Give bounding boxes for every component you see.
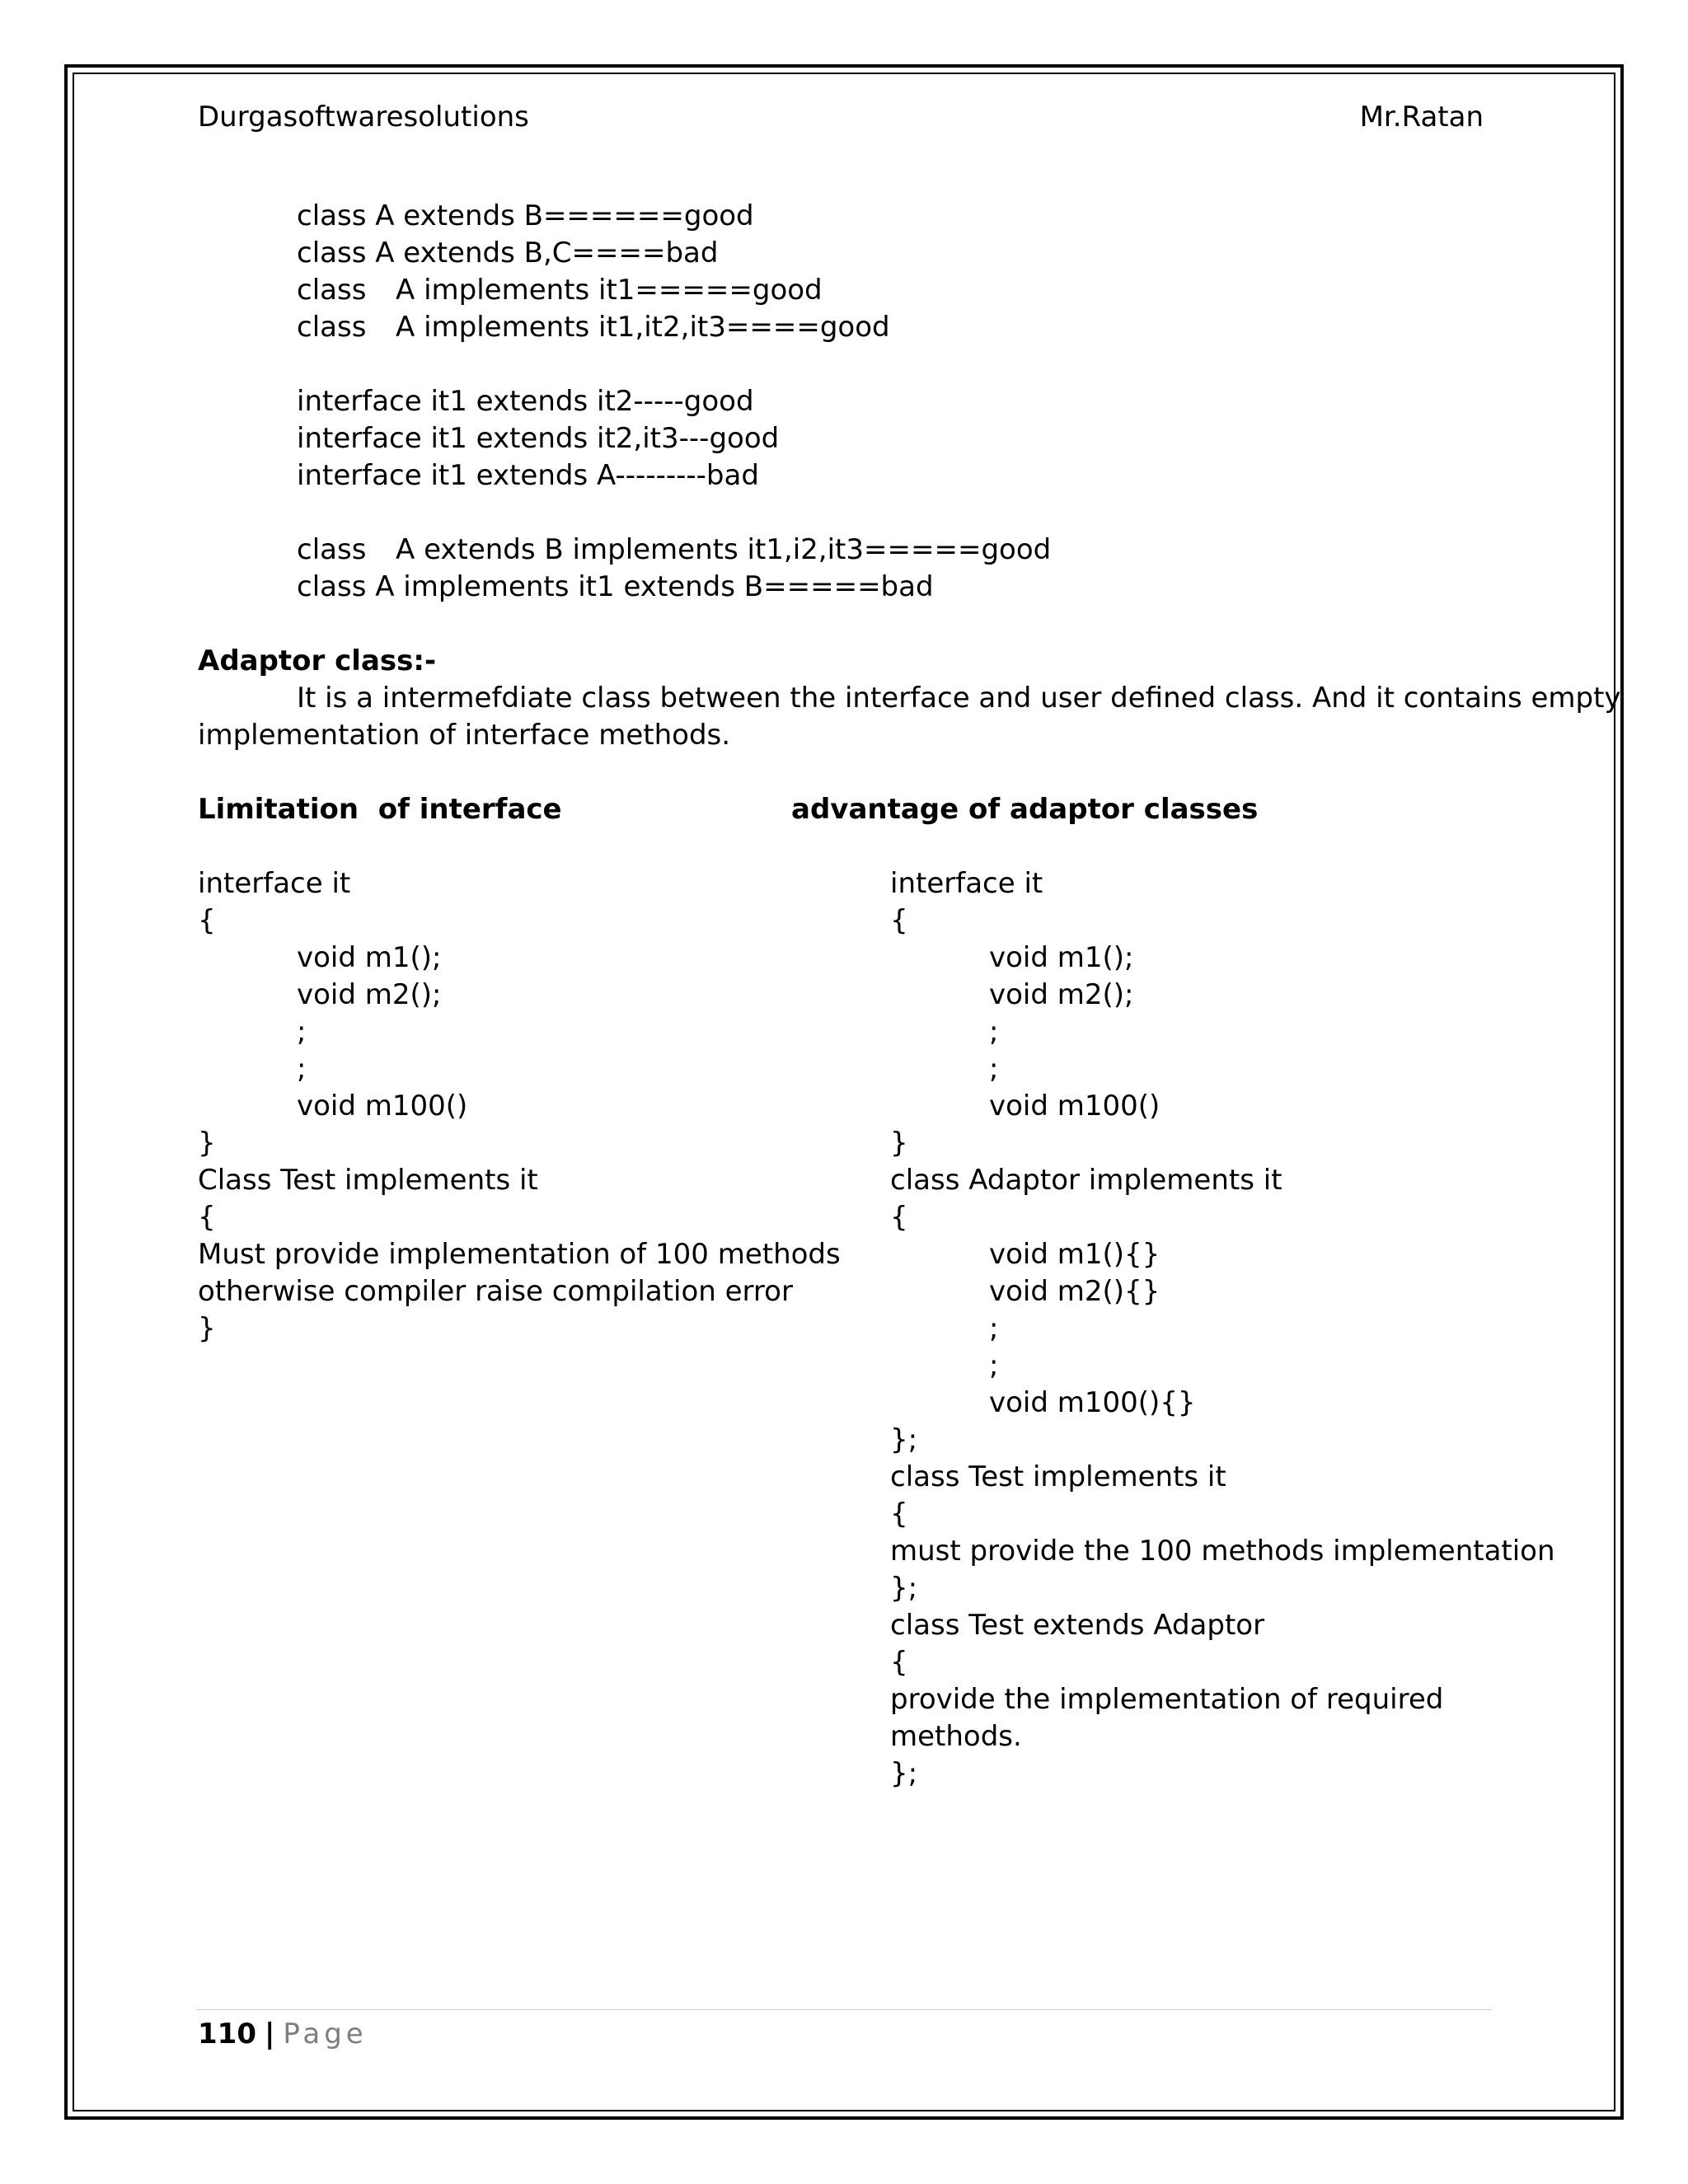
code-line: { — [890, 1201, 908, 1234]
column-heading-right: advantage of adaptor classes — [791, 793, 1259, 826]
code-line: void m100() — [989, 1090, 1160, 1122]
code-line: Must provide implementation of 100 methods — [198, 1238, 841, 1271]
code-line: ; — [989, 1349, 999, 1382]
section-heading: Adaptor class:- — [198, 644, 437, 677]
code-line: } — [890, 1127, 908, 1160]
code-line: ; — [989, 1052, 999, 1085]
code-block-right — [890, 865, 1555, 1793]
code-line: }; — [890, 1423, 918, 1456]
code-line: ; — [989, 1312, 999, 1345]
code-line: ; — [297, 1015, 307, 1048]
code-block-left — [198, 865, 841, 1347]
rule-line: class A implements it1,it2,it3====good — [297, 311, 890, 344]
footer-separator: | — [264, 2018, 275, 2050]
code-line: class Adaptor implements it — [890, 1164, 1282, 1197]
code-line: interface it — [198, 867, 351, 900]
code-line: }; — [890, 1757, 918, 1790]
code-line: void m2(){} — [989, 1275, 1160, 1308]
code-line: }; — [890, 1572, 918, 1605]
code-line: void m2(); — [989, 978, 1134, 1011]
code-line: void m1(); — [297, 941, 442, 974]
code-line: } — [198, 1127, 216, 1160]
code-line: { — [890, 1497, 908, 1530]
column-heading-left: Limitation of interface — [198, 793, 562, 826]
code-line: { — [890, 1646, 908, 1679]
code-line: ; — [297, 1052, 307, 1085]
code-line: ; — [989, 1015, 999, 1048]
rule-line: class A implements it1 extends B=====bad — [297, 570, 934, 603]
header-left: Durgasoftwaresolutions — [198, 101, 529, 134]
code-line: Class Test implements it — [198, 1164, 538, 1197]
rule-line: class A extends B implements it1,i2,it3=====good — [297, 533, 1052, 566]
paragraph-line: It is a intermefdiate class between the interface and user defined class. And it contains empty — [297, 682, 1621, 715]
paragraph-line: implementation of interface methods. — [198, 719, 731, 752]
code-line: interface it — [890, 867, 1043, 900]
page-number: 110 — [198, 2018, 256, 2050]
code-line: } — [198, 1312, 216, 1345]
code-line: void m1(); — [989, 941, 1134, 974]
code-line: class Test extends Adaptor — [890, 1609, 1265, 1642]
code-line: void m100(){} — [989, 1386, 1196, 1419]
page-footer — [198, 2016, 368, 2053]
code-line: { — [198, 1201, 216, 1234]
code-line: provide the implementation of required — [890, 1683, 1444, 1716]
rule-line: class A extends B,C====bad — [297, 237, 719, 269]
rule-line: interface it1 extends it2,it3---good — [297, 422, 780, 455]
code-line: { — [198, 904, 216, 937]
header-right: Mr.Ratan — [1359, 101, 1484, 134]
rule-line: interface it1 extends it2-----good — [297, 385, 754, 418]
rule-line: class A implements it1=====good — [297, 274, 823, 307]
code-line: methods. — [890, 1720, 1022, 1753]
page-label: Page — [283, 2018, 368, 2050]
code-line: void m100() — [297, 1090, 468, 1122]
footer-rule — [196, 2009, 1492, 2010]
code-line: { — [890, 904, 908, 937]
code-line: otherwise compiler raise compilation error — [198, 1275, 793, 1308]
rule-line: interface it1 extends A---------bad — [297, 459, 759, 492]
rule-line: class A extends B======good — [297, 199, 754, 232]
code-line: class Test implements it — [890, 1460, 1226, 1493]
code-line: void m2(); — [297, 978, 442, 1011]
code-line: void m1(){} — [989, 1238, 1160, 1271]
code-line: must provide the 100 methods implementation — [890, 1535, 1555, 1568]
